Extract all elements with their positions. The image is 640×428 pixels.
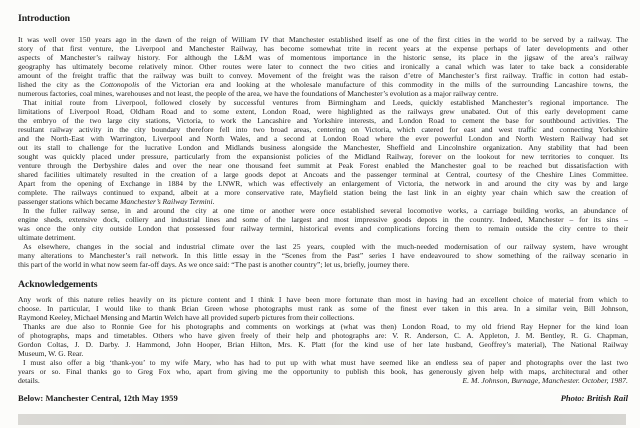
text-line: out its stall to challenge for the lucrative London and Midlands business alongside the Manchester, Sheffield and Lincolnshire organization. Any stability that had been bbox=[18, 142, 628, 152]
text-line: In the fuller railway sense, in and around the city at one time or another were once established several locomotive works, a carriage building works, an abundance of bbox=[23, 205, 628, 215]
photo-credit: Photo: British Rail bbox=[560, 393, 628, 403]
paragraph bbox=[18, 295, 628, 322]
text-line: many alterations to Manchester’s rail network. In this little essay in the “Scenes from the Past” series I have endeavoured to show something of the railway scenario in bbox=[18, 250, 628, 260]
text-line: shared facilities ultimately resulted in the creation of a large goods depot at Ancoats and the passenger terminal at Central, courtesy of the Cheshire Lines Committee. bbox=[18, 169, 628, 179]
paragraph bbox=[18, 322, 628, 358]
text-line: It was well over 150 years ago in the dawn of the reign of William IV that Manchester established itself as one of the first cities in the world to be served by a railway. The bbox=[18, 34, 628, 44]
closing-word: details. bbox=[18, 375, 40, 385]
paragraph bbox=[18, 358, 628, 376]
paragraph bbox=[18, 242, 628, 269]
text-line: numerous factories, coal mines, warehouses and not least, the people of the area, we have the foundations of Manchester’s evolution as a major railway centre. bbox=[18, 88, 499, 98]
text-line: limitations of Liverpool Road, Oldham Road and to some extent, London Road, were highlighted as the railways grew unabated. Out of this early development came bbox=[18, 106, 628, 116]
text-line: Museum, W. G. Rear. bbox=[18, 348, 84, 358]
text-line: I must also offer a big ‘thank-you’ to my wife Mary, who has had to put up with what must have seemed like an endless sea of paper and photographs over the last two bbox=[23, 357, 628, 367]
text-line: was once the only city outside London that possessed four railway termini, historical events and complications forcing them to remain outside the city centre to their bbox=[18, 223, 628, 233]
text-line: ultimate detriment. bbox=[18, 232, 76, 242]
text-line: sought was quickly placed under pressure, particularly from the expansionist policies of the Midland Railway, forever on the lookout for new territories to conquer. Its bbox=[18, 151, 628, 161]
photo-caption: Below: Manchester Central, 12th May 1959 bbox=[18, 393, 178, 403]
text-line: lished the city as the Cottonopolis of the Victorian era and looking at the wholesale manufacture of this commodity in the mills of the surrounding Lancashire towns, the bbox=[18, 79, 628, 89]
paragraph bbox=[18, 35, 628, 98]
text-line: years or so. Final thanks go to Greg Fox who, apart from giving me the opportunity to publish this book, has generously given help with maps, architectural and other bbox=[18, 366, 628, 376]
text-line: geography has ultimately become relatively minor. Other routes were later to connect the two cities and ironically a canal which was later to take back a considerable bbox=[18, 61, 628, 71]
text-line: venture through the Derbyshire dales and over the near one thousand feet summit at Peak Forest enabled the Manchester goal to be reached but dissatisfaction with bbox=[18, 160, 628, 170]
introduction-text bbox=[18, 35, 628, 269]
text-line: Gordon Coltas, J. D. Darby. J. Hammond, John Hooper, Brian Hilton, Mrs. K. Platt (for the kind use of her late husband, Geoffrey’s material), The National Railway bbox=[18, 339, 628, 349]
signature-line bbox=[18, 376, 628, 385]
text-line: amount of the freight traffic that the railway was built to convey. Movement of the freight was the raison d’etre of Manchester’s first railway. Traffic in cotton had estab- bbox=[18, 70, 628, 80]
text-line: of photographs, maps and timetables. Others who have given freely of their help and photographs are: V. R. Anderson, C. A. Appleton, J. M. Bentley, R. G. Chapman, bbox=[18, 330, 628, 340]
text-line: this part of the world in what now seem far-off days. As we once said: “The past is another country”; let us, briefly, journey there. bbox=[18, 259, 410, 269]
text-line: That initial route from Liverpool, followed closely by successful ventures from Birmingham and Leeds, quickly established Manchester’s regional importance. The bbox=[23, 97, 628, 107]
text-line: aspects of Manchester’s railway history. For although the L&M was of momentous importance in the historic sense, its place in the jigsaw of the area’s railway bbox=[18, 52, 628, 62]
text-line: resultant railway activity in the city boundary therefore fell into two broad areas, centering on Victoria, which catered for east and west traffic and connecting Yorkshire bbox=[18, 124, 628, 134]
paragraph bbox=[18, 98, 628, 206]
text-line: passenger stations which became Manchester’s Railway Termini. bbox=[18, 196, 215, 206]
text-line: complete. The railways continued to expand, albeit at a more conservative rate, Mayfield station being the last link in an eighty year chain which saw the creation of bbox=[18, 187, 628, 197]
text-line: Apart from the opening of Exchange in 1884 by the LNWR, which was effectively an enlargement of Victoria, the network in and around the city was by and large bbox=[18, 178, 628, 188]
text-line: Any work of this nature relies heavily on its picture content and I think I have been more fortunate than most in having had an excellent choice of material from which to bbox=[18, 294, 628, 304]
text-line: choose. In particular, I would like to thank Brian Green whose photographs must rank as some of the finest ever taken in this area. In a similar vein, Bill Johnson, bbox=[18, 303, 628, 313]
photo-top-edge bbox=[18, 414, 626, 425]
acknowledgements-text bbox=[18, 295, 628, 385]
text-line: engine sheds, extensive dock, colliery and industrial lines and some of the largest and most impressive goods depots in the country. Indeed, Manchester – for its sins – bbox=[18, 214, 628, 224]
section-heading-acknowledgements: Acknowledgements bbox=[18, 279, 98, 290]
photo-caption-row bbox=[18, 393, 628, 403]
text-line: and the North-East with Warrington, Liverpool and North Wales, and a second at London Road where the ever powerful London and North Western Railway had set bbox=[18, 133, 628, 143]
text-line: Raymond Keeley, Michael Mensing and Martin Welch have all provided superb pictures from their collections. bbox=[18, 312, 355, 322]
text-line: As elsewhere, changes in the social and industrial climate over the last 25 years, coupled with the much-needed modernisation of our railway system, have wrought bbox=[23, 241, 628, 251]
paragraph bbox=[18, 206, 628, 242]
text-line: Thanks are due also to Ronnie Gee for his photographs and comments on workings at (what was then) London Road, to my old friend Ray Hepner for the kind loan bbox=[23, 321, 628, 331]
section-heading-introduction: Introduction bbox=[18, 13, 70, 24]
text-line: story of that first venture, the Liverpool and Manchester Railway, has become somewhat trite in recent years at the expense perhaps of later developments and other bbox=[18, 43, 628, 53]
author-signature: E. M. Johnson, Burnage, Manchester. October, 1987. bbox=[462, 375, 628, 385]
text-line: the embryo of the two large city stations, Victoria, to work the Lancashire and Yorkshire interests, and London Road to cement the base for southbound activities. The bbox=[18, 115, 628, 125]
